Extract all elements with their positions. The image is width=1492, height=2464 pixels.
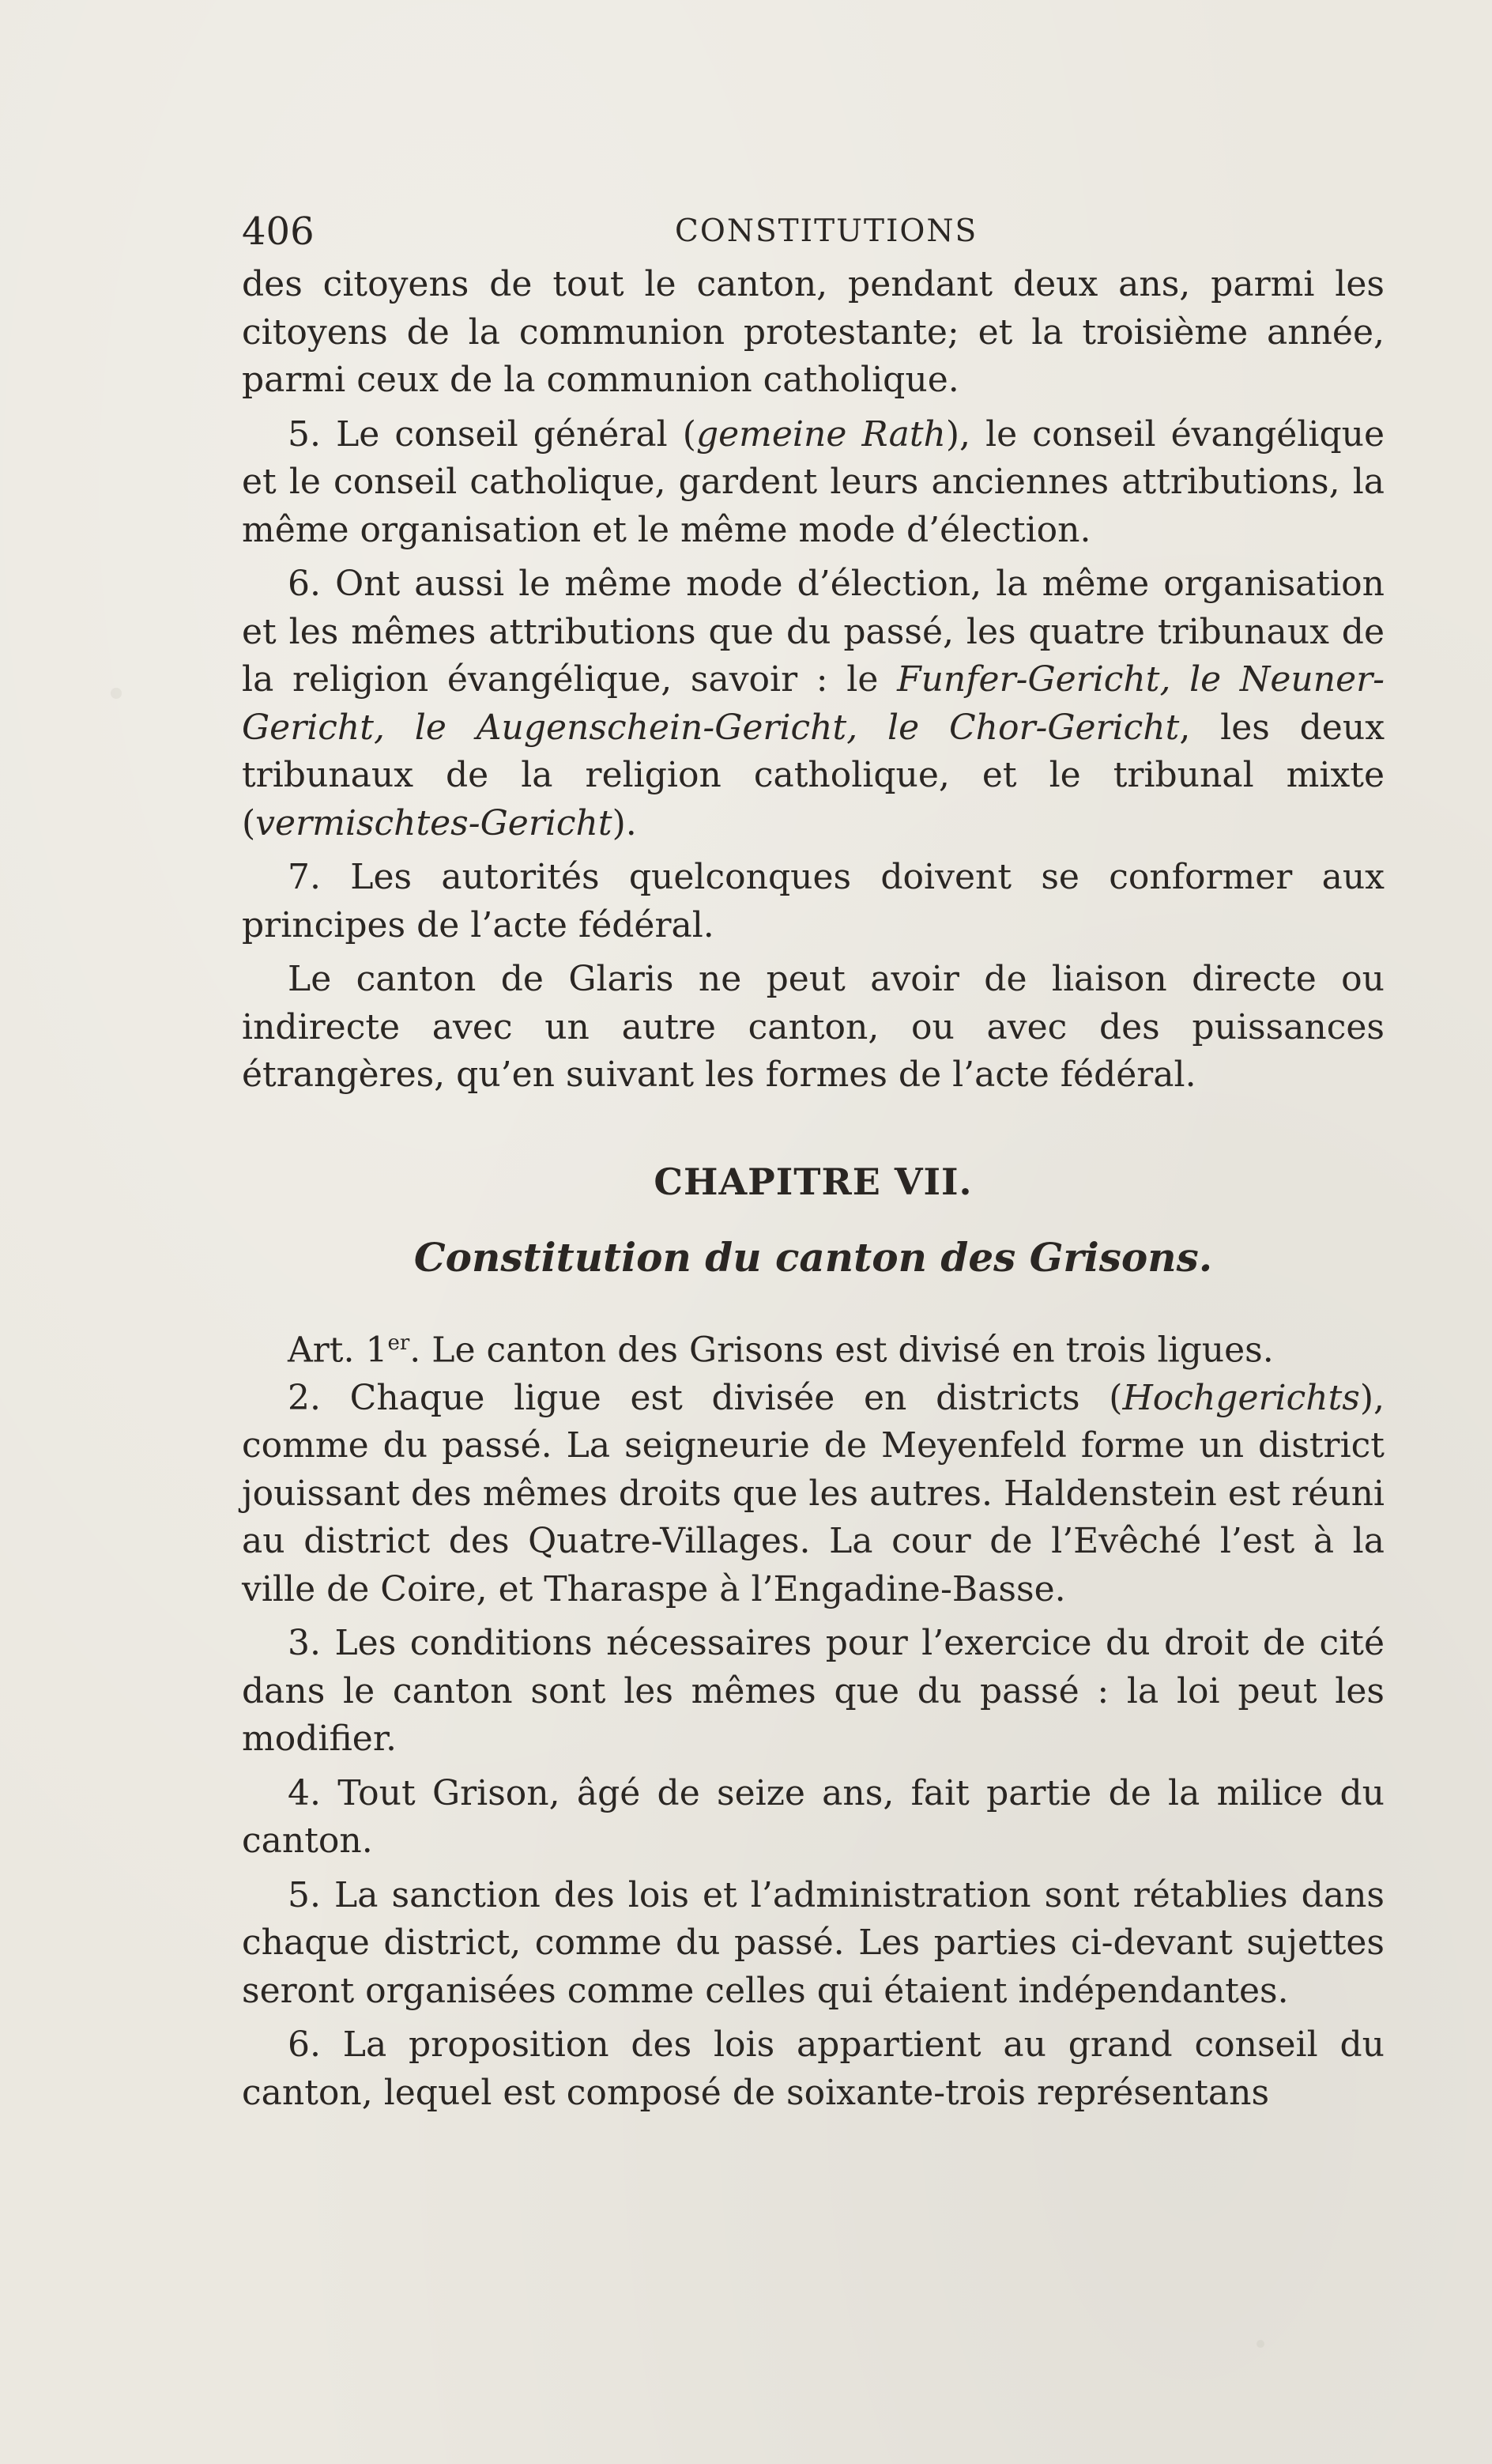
text-run: ), le conseil évangélique et le conseil catholique, gardent leurs anciennes attributions, la même organisation et le même mode d’élection. (242, 413, 1385, 550)
article-5: 5. La sanction des lois et l’administration sont rétablies dans chaque district, comme du passé. Les parties ci-devant sujettes seront organisées comme celles qui étaient indépendantes. (242, 1874, 1385, 2011)
article-2 (242, 1375, 1385, 1614)
text-run: ). (612, 802, 637, 843)
superscript: er (387, 1330, 410, 1355)
text-run: , les deux tribunaux de la religion catholique, et le tribunal mixte ( (242, 707, 1385, 843)
article-6: 6. La proposition des lois appartient au grand conseil du canton, lequel est composé de soixante-trois représentans (242, 2024, 1385, 2113)
italic-term: Funfer-Gericht, le Neuner-Gericht, le Augenschein-Gericht, le Chor-Gericht (242, 659, 1385, 748)
italic-term: vermischtes-Gericht (255, 802, 612, 843)
paragraph-article-7: 7. Les autorités quelconques doivent se conformer aux principes de l’acte fédéral. (242, 857, 1385, 945)
page-number: 406 (242, 209, 315, 254)
italic-term: Hochgerichts (1122, 1377, 1360, 1418)
article-3: 3. Les conditions nécessaires pour l’exercice du droit de cité dans le canton sont les mêmes que du passé : la loi peut les modifier. (242, 1623, 1385, 1760)
paragraph-article-6 (242, 560, 1385, 847)
running-title: CONSTITUTIONS (675, 213, 978, 249)
text-run: 5. Le conseil général ( (288, 413, 696, 455)
italic-term: gemeine Rath (695, 413, 946, 455)
paragraph-continuation: des citoyens de tout le canton, pendant deux ans, parmi les citoyens de la communion protestante; et la troisième année, parmi ceux de la communion catholique. (242, 264, 1385, 400)
paper-spot (111, 688, 122, 699)
paragraph-glaris: Le canton de Glaris ne peut avoir de liaison directe ou indirecte avec un autre canton, ou avec des puissances étrangères, qu’en suivant les formes de l’acte fédéral. (242, 959, 1385, 1095)
chapter-heading: CHAPITRE VII. (654, 1160, 973, 1203)
chapter-subtitle: Constitution du canton des Grisons. (413, 1233, 1213, 1281)
paragraph-article-5 (242, 411, 1385, 555)
text-run: . Le canton des Grisons est divisé en trois ligues. (409, 1330, 1274, 1371)
text-run: ), comme du passé. La seigneurie de Meyenfeld forme un district jouissant des mêmes droits que les autres. Haldenstein est réuni au district des Quatre-Villages. La cour de l’Evêché l’est à la ville de Coire, et Tharaspe à l’Engadine-Basse. (242, 1377, 1385, 1609)
book-page (242, 204, 1385, 2117)
text-run: 6. Ont aussi le même mode d’élection, la même organisation et les mêmes attributions que du passé, les quatre tribunaux de la religion évangélique, savoir : le (242, 564, 1385, 700)
article-1 (242, 1319, 1385, 1375)
text-run: Art. 1 (288, 1330, 388, 1371)
article-4: 4. Tout Grison, âgé de seize ans, fait partie de la milice du canton. (242, 1772, 1385, 1862)
paper-spot (1257, 2340, 1264, 2348)
running-head (242, 204, 1385, 259)
text-run: 2. Chaque ligue est divisée en districts ( (288, 1377, 1123, 1418)
